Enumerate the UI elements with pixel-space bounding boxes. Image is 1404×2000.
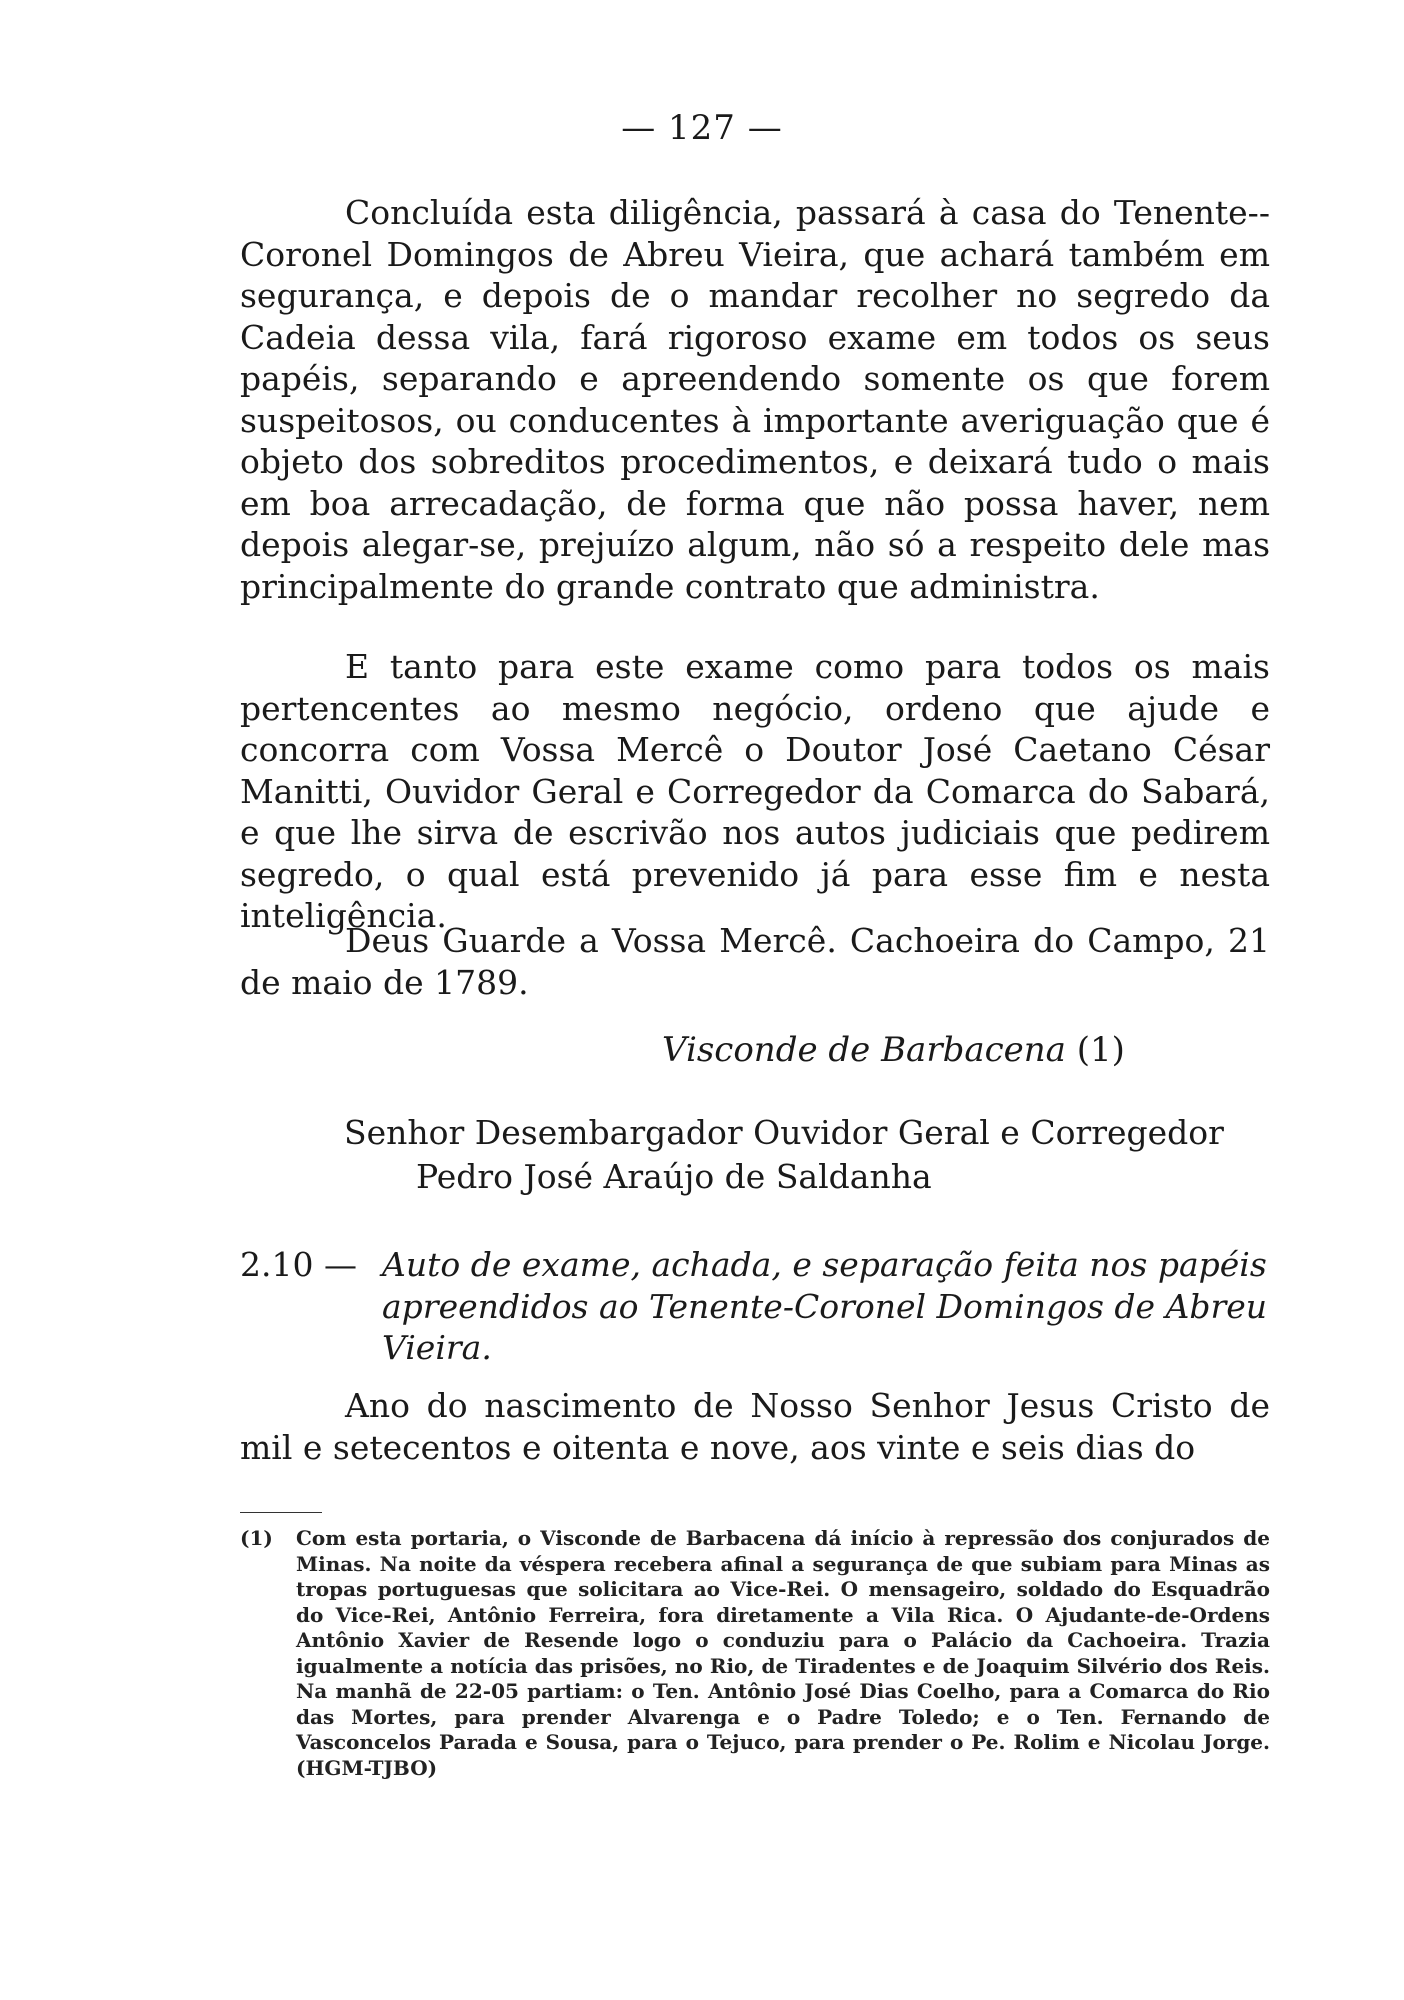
section-title: Auto de exame, achada, e separação feita nos papéis apreendidos ao Tenente-Coronel Domingos de Abreu Vieira. [382,1245,1268,1367]
addressee-line-1: Senhor Desembargador Ouvidor Geral e Corregedor [344,1113,1224,1152]
signature-note-ref: (1) [1076,1030,1125,1070]
signature-name: Visconde de Barbacena [662,1030,1066,1070]
footnote [240,1526,1270,1781]
signature [662,1030,1125,1070]
addressee-line-2: Pedro José Araújo de Saldanha [416,1157,932,1196]
footnote-mark: (1) [240,1526,273,1550]
footnote-divider [240,1512,322,1513]
paragraph-4: Ano do nascimento de Nosso Senhor Jesus Cristo de mil e setecentos e oitenta e nove, aos vinte e seis dias do [240,1386,1270,1467]
footnote-text: Com esta portaria, o Visconde de Barbacena dá início à repressão dos conjurados de Minas. Na noite da véspera recebera afinal a segurança de que subiam para Minas as tropas portuguesas que solicitara ao Vice-Rei. O mensageiro, soldado do Esquadrão do Vice-Rei, Antônio Ferreira, fora diretamente a Vila Rica. O Ajudante-de-Ordens Antônio Xavier de Resende logo o conduziu para o Palácio da Cachoeira. Trazia igualmente a notícia das prisões, no Rio, de Tiradentes e de Joaquim Silvério dos Reis. Na manhã de 22-05 partiam: o Ten. Antônio José Dias Coelho, para a Comarca do Rio das Mortes, para prender Alvarenga e o Padre Toledo; e o Ten. Fernando de Vasconcelos Parada e Sousa, para o Tejuco, para prender o Pe. Rolim e Nicolau Jorge. (HGM-TJBO) [296,1526,1270,1780]
section-number: 2.10 — [240,1245,357,1284]
paragraph-3-closing: Deus Guarde a Vossa Mercê. Cachoeira do Campo, 21 de maio de 1789. [240,921,1270,1002]
paragraph-4-block [240,1385,1270,1468]
section-heading [240,1244,1270,1369]
paragraph-1: Concluída esta diligência, passará à casa do Tenente--Coronel Domingos de Abreu Vieira, que achará também em segurança, e depois de o mandar recolher no segredo da Cadeia dessa vila, fará rigoroso exame em todos os seus papéis, separando e apreendendo somente os que forem suspeitosos, ou conducentes à importante averiguação que é objeto dos sobreditos procedimentos, e deixará tudo o mais em boa arrecadação, de forma que não possa haver, nem depois alegar-se, prejuízo algum, não só a respeito dele mas principalmente do grande contrato que administra. [240,193,1270,606]
paragraph-3-block [240,920,1270,1003]
paragraph-2: E tanto para este exame como para todos os mais pertencentes ao mesmo negócio, ordeno que ajude e concorra com Vossa Mercê o Doutor José Caetano César Manitti, Ouvidor Geral e Corregedor da Comarca do Sabará, e que lhe sirva de escrivão nos autos judiciais que pedirem segredo, o qual está prevenido já para esse fim e nesta inteligência. [240,647,1270,935]
paragraph-2-block [240,646,1270,937]
paragraph-1-block [240,192,1270,607]
page-number: — 127 — [621,108,783,148]
